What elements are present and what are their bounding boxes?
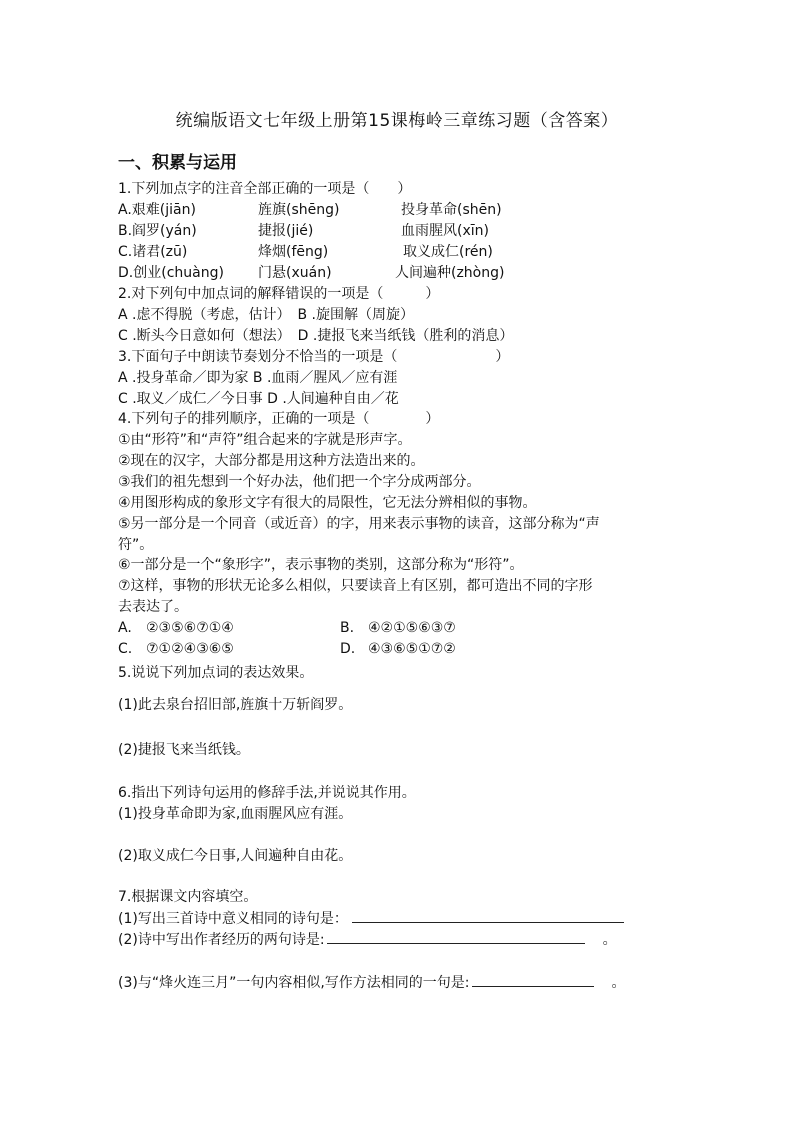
q4-b-seq: ④②①⑤⑥③⑦ xyxy=(368,620,456,636)
q4-c-seq: ⑦①②④③⑥⑤ xyxy=(146,641,234,657)
q1-b-2: 捷报(jié) xyxy=(258,223,314,239)
q7-sub2-text: (2)诗中写出作者经历的两句诗是: xyxy=(118,932,325,948)
q7-sub1-blank[interactable] xyxy=(352,908,624,923)
q6-sub1: (1)投身革命即为家,血雨腥风应有涯。 xyxy=(118,806,353,822)
q1-option-a xyxy=(118,200,502,220)
q4-options-cd xyxy=(118,639,456,659)
q1-c-3: 取义成仁(rén) xyxy=(403,244,493,260)
q5-stem: 5.说说下列加点词的表达效果。 xyxy=(118,665,314,681)
q4-sentence-2: ②现在的汉字，大部分都是用这种方法造出来的。 xyxy=(118,453,425,469)
q4-d-label: D. xyxy=(340,641,356,657)
q1-d-1: D.创业(chuàng) xyxy=(118,265,224,281)
q4-sentence-3: ③我们的祖先想到一个好办法，他们把一个字分成两部分。 xyxy=(118,474,481,490)
q4-sentence-6: ⑥一部分是一个“象形字”，表示事物的类别，这部分称为“形符”。 xyxy=(118,557,524,573)
q1-b-1: B.阎罗(yán) xyxy=(118,223,197,239)
q7-sub1-text: (1)写出三首诗中意义相同的诗句是： xyxy=(118,911,348,927)
q3-options-ab: A .投身革命／即为家 B .血雨／腥风／应有涯 xyxy=(118,370,398,386)
section-heading: 一、积累与运用 xyxy=(118,153,237,173)
q4-d-seq: ④③⑥⑤①⑦② xyxy=(368,641,456,657)
q1-option-b xyxy=(118,221,489,241)
q4-a-label: A. xyxy=(118,620,132,636)
q7-stem: 7.根据课文内容填空。 xyxy=(118,889,258,905)
q4-options-ab xyxy=(118,618,456,638)
q7-sub3 xyxy=(118,972,626,993)
q7-sub1 xyxy=(118,908,624,929)
q7-sub3-text: (3)与“烽火连三月”一句内容相似,写作方法相同的一句是: xyxy=(118,975,470,991)
q4-sentence-5: ⑤另一部分是一个同音（或近音）的字，用来表示事物的读音，这部分称为“声 xyxy=(118,516,600,532)
q1-b-3: 血雨腥风(xīn) xyxy=(401,223,489,239)
q7-sub2-blank[interactable] xyxy=(327,929,585,944)
q1-option-c xyxy=(118,242,493,262)
document-title: 统编版语文七年级上册第15课梅岭三章练习题（含答案） xyxy=(175,111,619,131)
q6-sub2: (2)取义成仁今日事,人间遍种自由花。 xyxy=(118,848,353,864)
q7-sub2 xyxy=(118,929,617,950)
q2-options-cd: C .断头今日意如何（想法） D .捷报飞来当纸钱（胜利的消息） xyxy=(118,328,514,344)
q4-b-label: B. xyxy=(340,620,355,636)
q1-option-d xyxy=(118,263,504,283)
q7-sub3-period: 。 xyxy=(611,975,626,991)
q1-c-2: 烽烟(fēng) xyxy=(258,244,329,260)
q4-a-seq: ②③⑤⑥⑦①④ xyxy=(146,620,234,636)
q5-sub2: (2)捷报飞来当纸钱。 xyxy=(118,742,250,758)
q1-d-3: 人间遍种(zhòng) xyxy=(395,265,505,281)
q1-a-1: A.艰难(jiān) xyxy=(118,202,196,218)
q5-sub1: (1)此去泉台招旧部,旌旗十万斩阎罗。 xyxy=(118,697,353,713)
q1-a-3: 投身革命(shēn) xyxy=(401,202,502,218)
q1-c-1: C.诸君(zū) xyxy=(118,244,188,260)
q7-sub2-period: 。 xyxy=(602,932,617,948)
q4-c-label: C. xyxy=(118,641,133,657)
q4-sentence-7-cont: 去表达了。 xyxy=(118,599,188,615)
q3-options-cd: C .取义／成仁／今日事 D .人间遍种自由／花 xyxy=(118,391,399,407)
q1-stem: 1.下列加点字的注音全部正确的一项是（ ） xyxy=(118,181,412,197)
q4-sentence-4: ④用图形构成的象形文字有很大的局限性，它无法分辨相似的事物。 xyxy=(118,495,537,511)
q4-sentence-5-cont: 符”。 xyxy=(118,537,154,553)
q6-stem: 6.指出下列诗句运用的修辞手法,并说说其作用。 xyxy=(118,785,416,801)
q2-stem: 2.对下列句中加点词的解释错误的一项是（ ） xyxy=(118,286,440,302)
q1-d-2: 门悬(xuán) xyxy=(258,265,332,281)
q4-sentence-1: ①由“形符”和“声符”组合起来的字就是形声字。 xyxy=(118,432,412,448)
q4-sentence-7: ⑦这样，事物的形状无论多么相似，只要读音上有区别，都可造出不同的字形 xyxy=(118,578,593,594)
q2-options-ab: A .虑不得脱（考虑，估计） B .旋围解（周旋） xyxy=(118,307,414,323)
q1-a-2: 旌旗(shēng) xyxy=(258,202,340,218)
q3-stem: 3.下面句子中朗读节奏划分不恰当的一项是（ ） xyxy=(118,349,510,365)
q4-stem: 4.下列句子的排列顺序，正确的一项是（ ） xyxy=(118,411,440,427)
q7-sub3-blank[interactable] xyxy=(472,972,594,987)
